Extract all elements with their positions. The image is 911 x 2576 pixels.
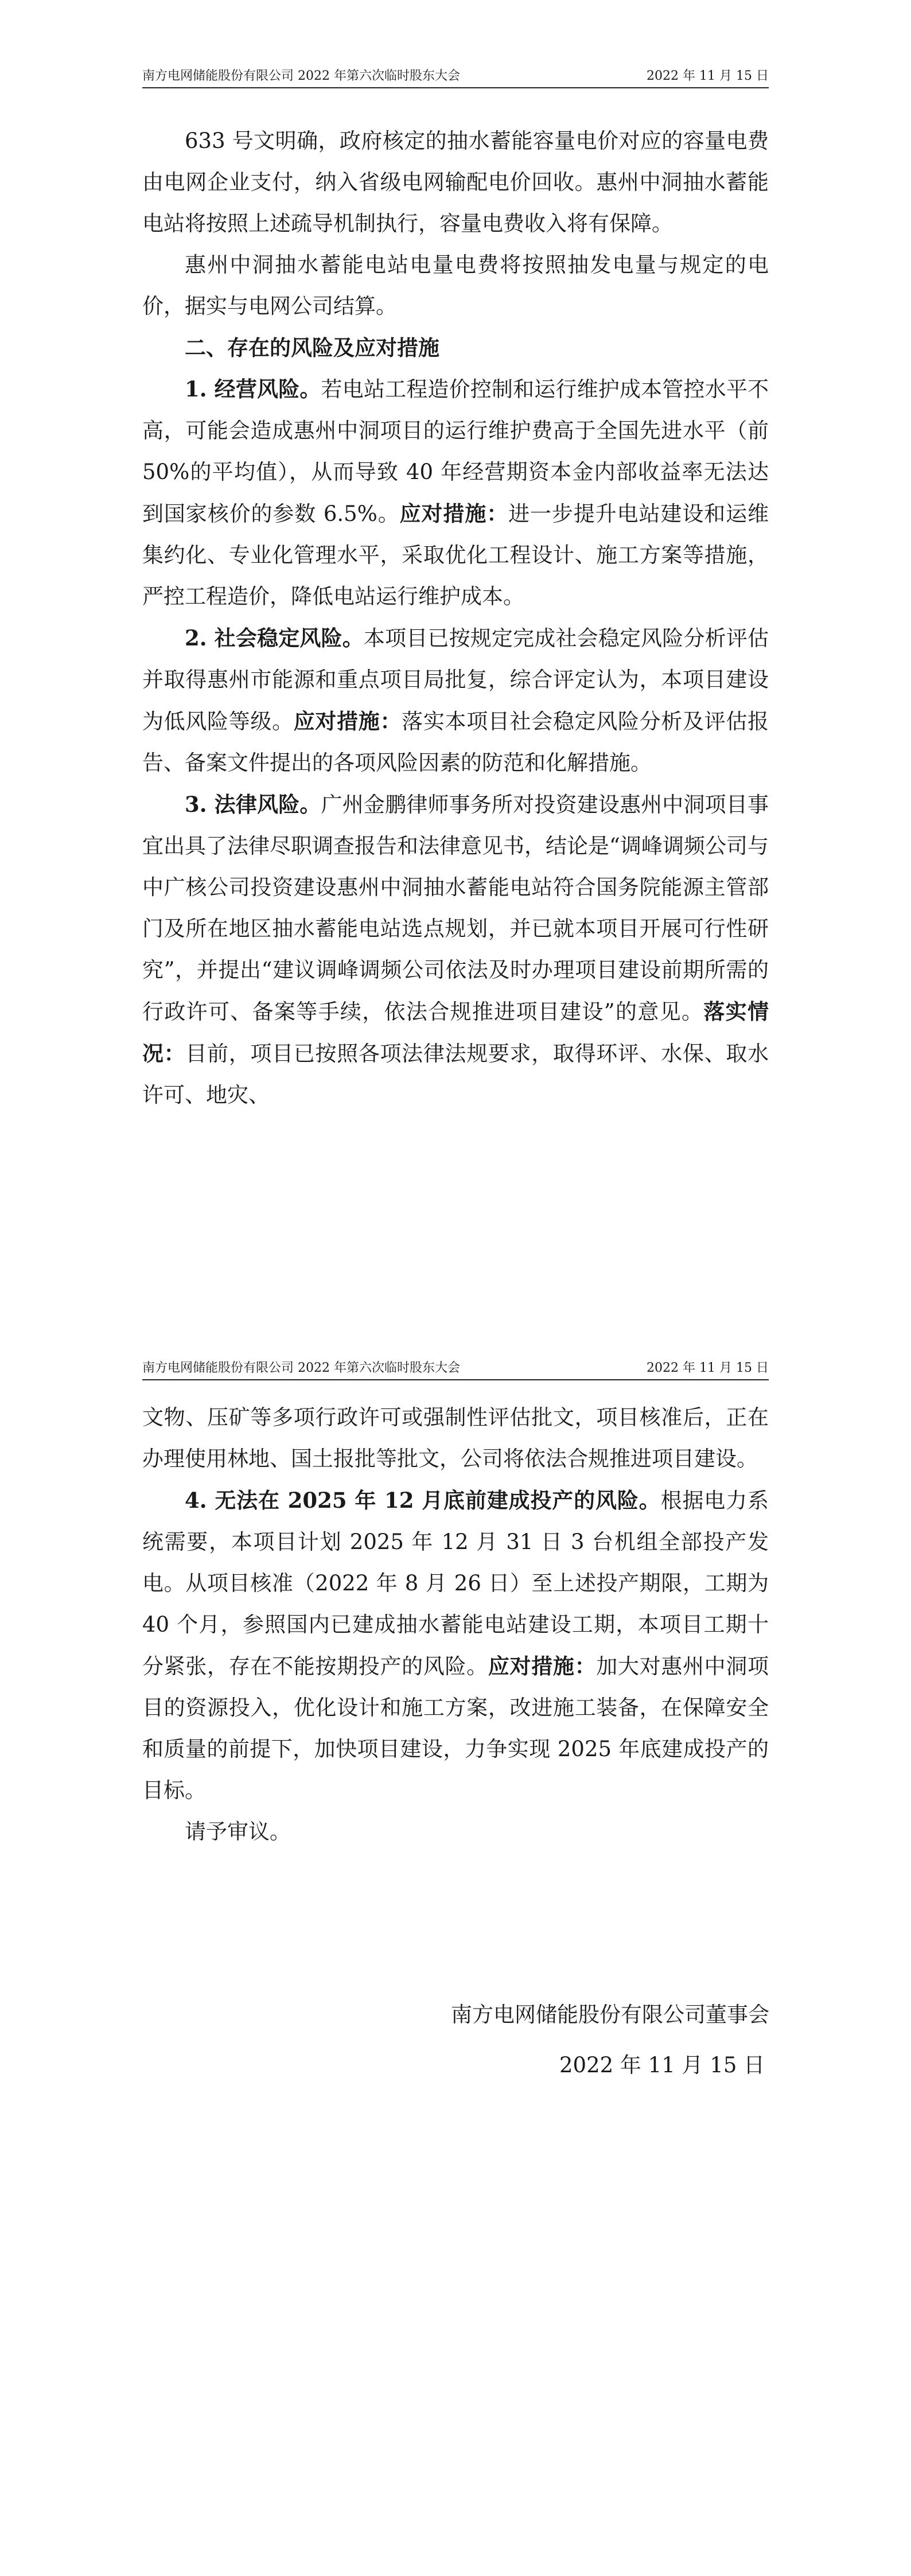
document-page-2 <box>0 1360 911 2576</box>
header-date: 2022 年 11 月 15 日 <box>647 69 769 83</box>
risk-text: 若电站工程造价控制和运行维护成本管控水平不高，可能会造成惠州中洞项目的运行维护费高于全国先进水平（前 50%的平均值），从而导致 40 年经营期资本金内部收益率无法达到国家核价的参数 6.5%。 <box>142 377 769 526</box>
risk-item-1 <box>142 368 769 617</box>
page-header <box>142 1360 769 1380</box>
risk-title: 1. 经营风险。 <box>185 376 321 402</box>
section-heading: 二、存在的风险及应对措施 <box>185 335 439 360</box>
measure-label: 应对措施： <box>293 709 402 734</box>
header-date: 2022 年 11 月 15 日 <box>647 1361 769 1375</box>
signature-org: 南方电网储能股份有限公司董事会 <box>451 2002 769 2027</box>
paragraph: 惠州中洞抽水蓄能电站电量电费将按照抽发电量与规定的电价，据实与电网公司结算。 <box>142 252 769 318</box>
header-meeting-title: 南方电网储能股份有限公司 2022 年第六次临时股东大会 <box>142 1361 460 1375</box>
closing-line: 请予审议。 <box>185 1819 291 1844</box>
status-label: 落实情况： <box>142 999 769 1066</box>
status-text: 目前，项目已按照各项法律法规要求，取得环评、水保、取水许可、地灾、 <box>142 1041 769 1107</box>
risk-title: 3. 法律风险。 <box>185 792 321 817</box>
measure-text: 进一步提升电站建设和运维集约化、专业化管理水平，采取优化工程设计、施工方案等措施，严控工程造价，降低电站运行维护成本。 <box>142 501 769 609</box>
measure-label: 应对措施： <box>488 1653 597 1679</box>
measure-text: 加大对惠州中洞项目的资源投入，优化设计和施工方案，改进施工装备，在保障安全和质量的前提下，加快项目建设，力争实现 2025 年底建成投产的目标。 <box>142 1654 769 1803</box>
page-body <box>142 1397 769 1853</box>
page-header <box>142 68 769 88</box>
risk-text: 根据电力系统需要，本项目计划 2025 年 12 月 31 日 3 台机组全部投产发电。从项目核准（2022 年 8 月 26 日）至上述投产期限，工期为 40 个月，参照国内已建成抽水蓄能电站建设工期，本项目工期十分紧张，存在不能按期投产的风险。 <box>142 1488 769 1679</box>
risk-text: 广州金鹏律师事务所对投资建设惠州中洞项目事宜出具了法律尽职调查报告和法律意见书，结论是“调峰调频公司与中广核公司投资建设惠州中洞抽水蓄能电站符合国务院能源主管部门及所在地区抽水蓄能电站选点规划，并已就本项目开展可行性研究”，并提出“建议调峰调频公司依法及时办理项目建设前期所需的行政许可、备案等手续，依法合规推进项目建设”的意见。 <box>142 792 769 1024</box>
risk-title: 4. 无法在 2025 年 12 月底前建成投产的风险。 <box>185 1488 661 1513</box>
paragraph: 文物、压矿等多项行政许可或强制性评估批文，项目核准后，正在办理使用林地、国土报批等批文，公司将依法合规推进项目建设。 <box>142 1405 769 1471</box>
measure-label: 应对措施： <box>399 501 509 526</box>
measure-text: 落实本项目社会稳定风险分析及评估报告、备案文件提出的各项风险因素的防范和化解措施。 <box>142 709 769 775</box>
paragraph: 633 号文明确，政府核定的抽水蓄能容量电价对应的容量电费由电网企业支付，纳入省级电网输配电价回收。惠州中洞抽水蓄能电站将按照上述疏导机制执行，容量电费收入将有保障。 <box>142 129 769 236</box>
risk-item-2 <box>142 617 769 784</box>
risk-item-4 <box>142 1480 769 1811</box>
signature-date: 2022 年 11 月 15 日 <box>559 2053 765 2077</box>
page-body <box>142 120 769 1116</box>
risk-text: 本项目已按规定完成社会稳定风险分析评估并取得惠州市能源和重点项目局批复，综合评定认为，本项目建设为低风险等级。 <box>142 626 769 734</box>
risk-item-3 <box>142 784 769 1116</box>
risk-title: 2. 社会稳定风险。 <box>185 625 364 651</box>
header-meeting-title: 南方电网储能股份有限公司 2022 年第六次临时股东大会 <box>142 69 460 83</box>
